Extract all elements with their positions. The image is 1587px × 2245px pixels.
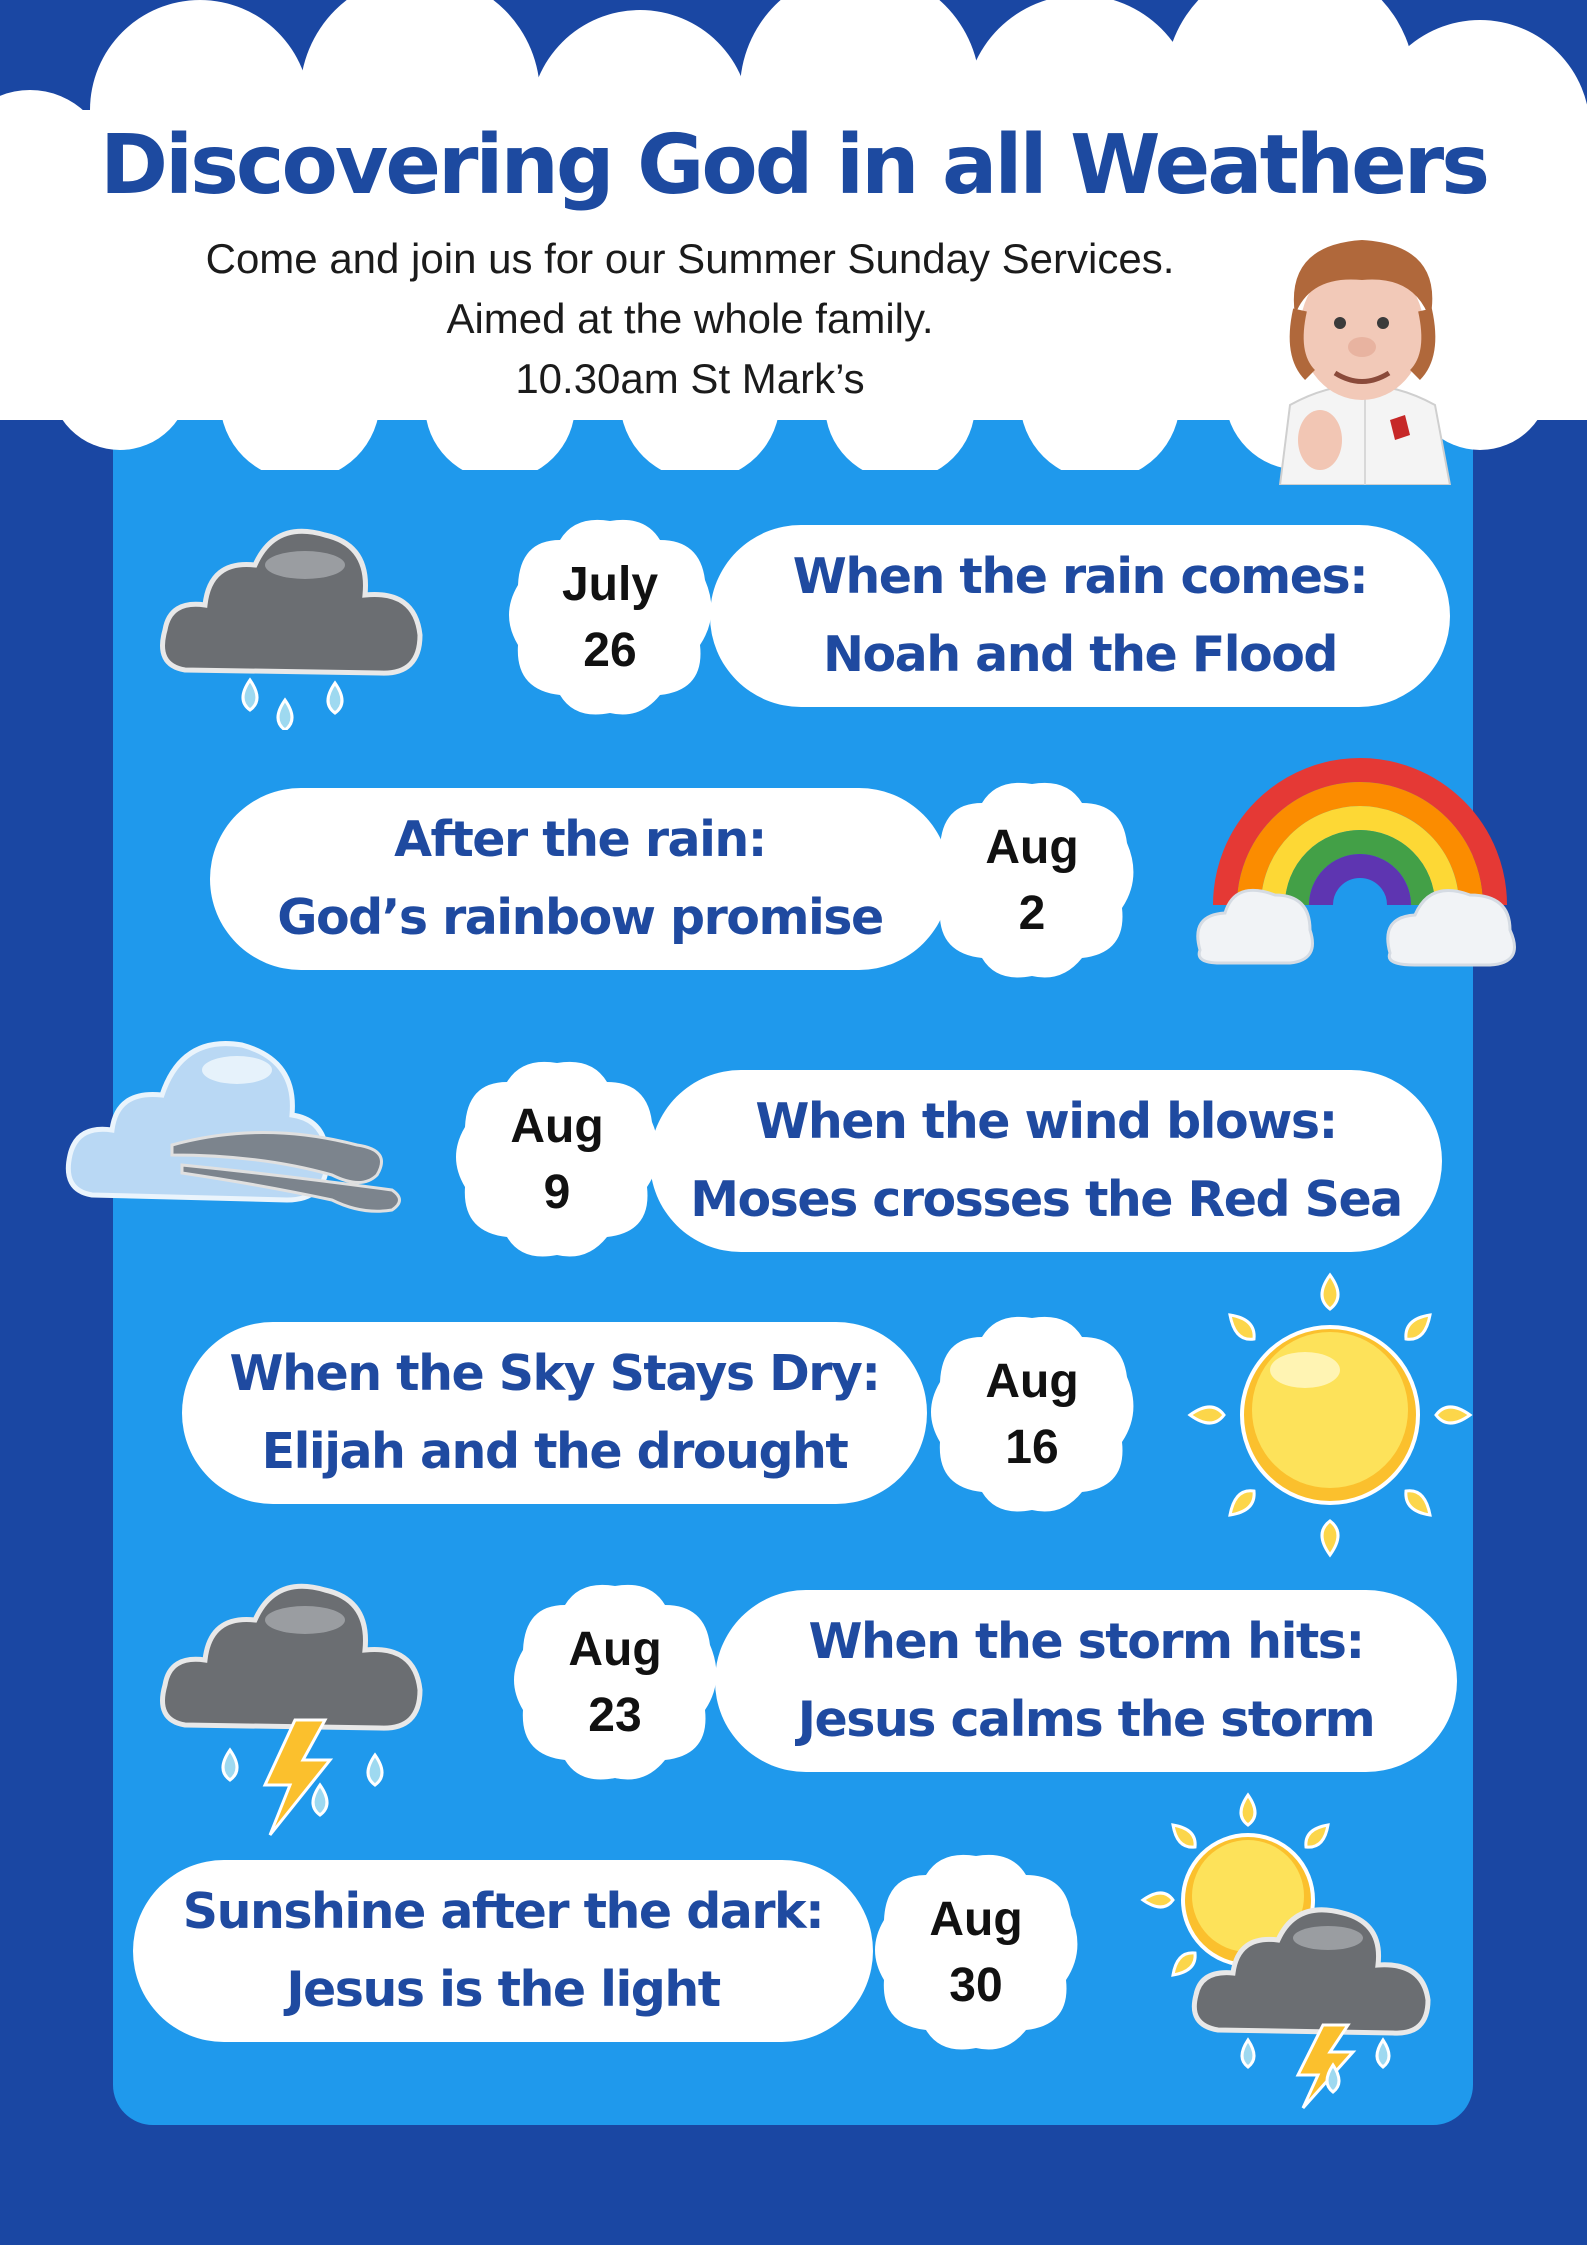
date-month: Aug — [568, 1622, 662, 1676]
rainbow-icon — [1190, 735, 1535, 975]
service-card — [710, 525, 1450, 707]
date-month: Aug — [510, 1099, 604, 1153]
date-badge — [866, 1850, 1086, 2055]
service-theme: When the Sky Stays Dry: — [229, 1345, 880, 1402]
date-month: Aug — [929, 1892, 1023, 1946]
date-day: 2 — [1018, 886, 1046, 940]
date-day: 26 — [583, 623, 637, 677]
date-day: 23 — [588, 1688, 642, 1742]
date-badge — [505, 1580, 725, 1785]
date-month: Aug — [985, 820, 1079, 874]
service-theme: After the rain: — [394, 811, 766, 868]
storm-cloud-icon — [155, 1560, 445, 1840]
date-month: July — [561, 557, 659, 611]
date-badge — [500, 515, 720, 720]
service-card — [210, 788, 950, 970]
date-badge — [922, 778, 1142, 983]
date-day: 16 — [1005, 1420, 1059, 1474]
date-badge — [922, 1312, 1142, 1517]
sun-icon — [1185, 1270, 1475, 1560]
service-story: Noah and the Flood — [822, 626, 1338, 683]
date-day: 30 — [949, 1958, 1003, 2012]
page-title: Discovering God in all Weathers — [99, 118, 1488, 213]
service-theme: When the rain comes: — [792, 548, 1368, 605]
puppet-mascot-image — [1265, 235, 1460, 485]
service-story: Jesus is the light — [286, 1961, 720, 2018]
rain-cloud-icon — [155, 505, 430, 730]
date-badge — [447, 1057, 667, 1262]
wind-cloud-icon — [62, 1025, 407, 1225]
service-card — [650, 1070, 1442, 1252]
subtitle-line-3: 10.30am St Mark’s — [515, 355, 865, 402]
service-theme: When the storm hits: — [808, 1613, 1364, 1670]
service-card — [715, 1590, 1457, 1772]
service-theme: When the wind blows: — [755, 1093, 1337, 1150]
subtitle-line-1: Come and join us for our Summer Sunday Services. — [205, 235, 1175, 282]
date-month: Aug — [985, 1354, 1079, 1408]
service-card — [133, 1860, 873, 2042]
sun-behind-storm-icon — [1138, 1790, 1438, 2110]
service-story: Jesus calms the storm — [797, 1691, 1375, 1748]
service-card — [182, 1322, 927, 1504]
service-story: Elijah and the drought — [261, 1423, 848, 1480]
service-theme: Sunshine after the dark: — [182, 1883, 824, 1940]
subtitle-line-2: Aimed at the whole family. — [446, 295, 934, 342]
date-day: 9 — [543, 1165, 571, 1219]
service-story: God’s rainbow promise — [277, 889, 883, 946]
service-story: Moses crosses the Red Sea — [690, 1171, 1402, 1228]
